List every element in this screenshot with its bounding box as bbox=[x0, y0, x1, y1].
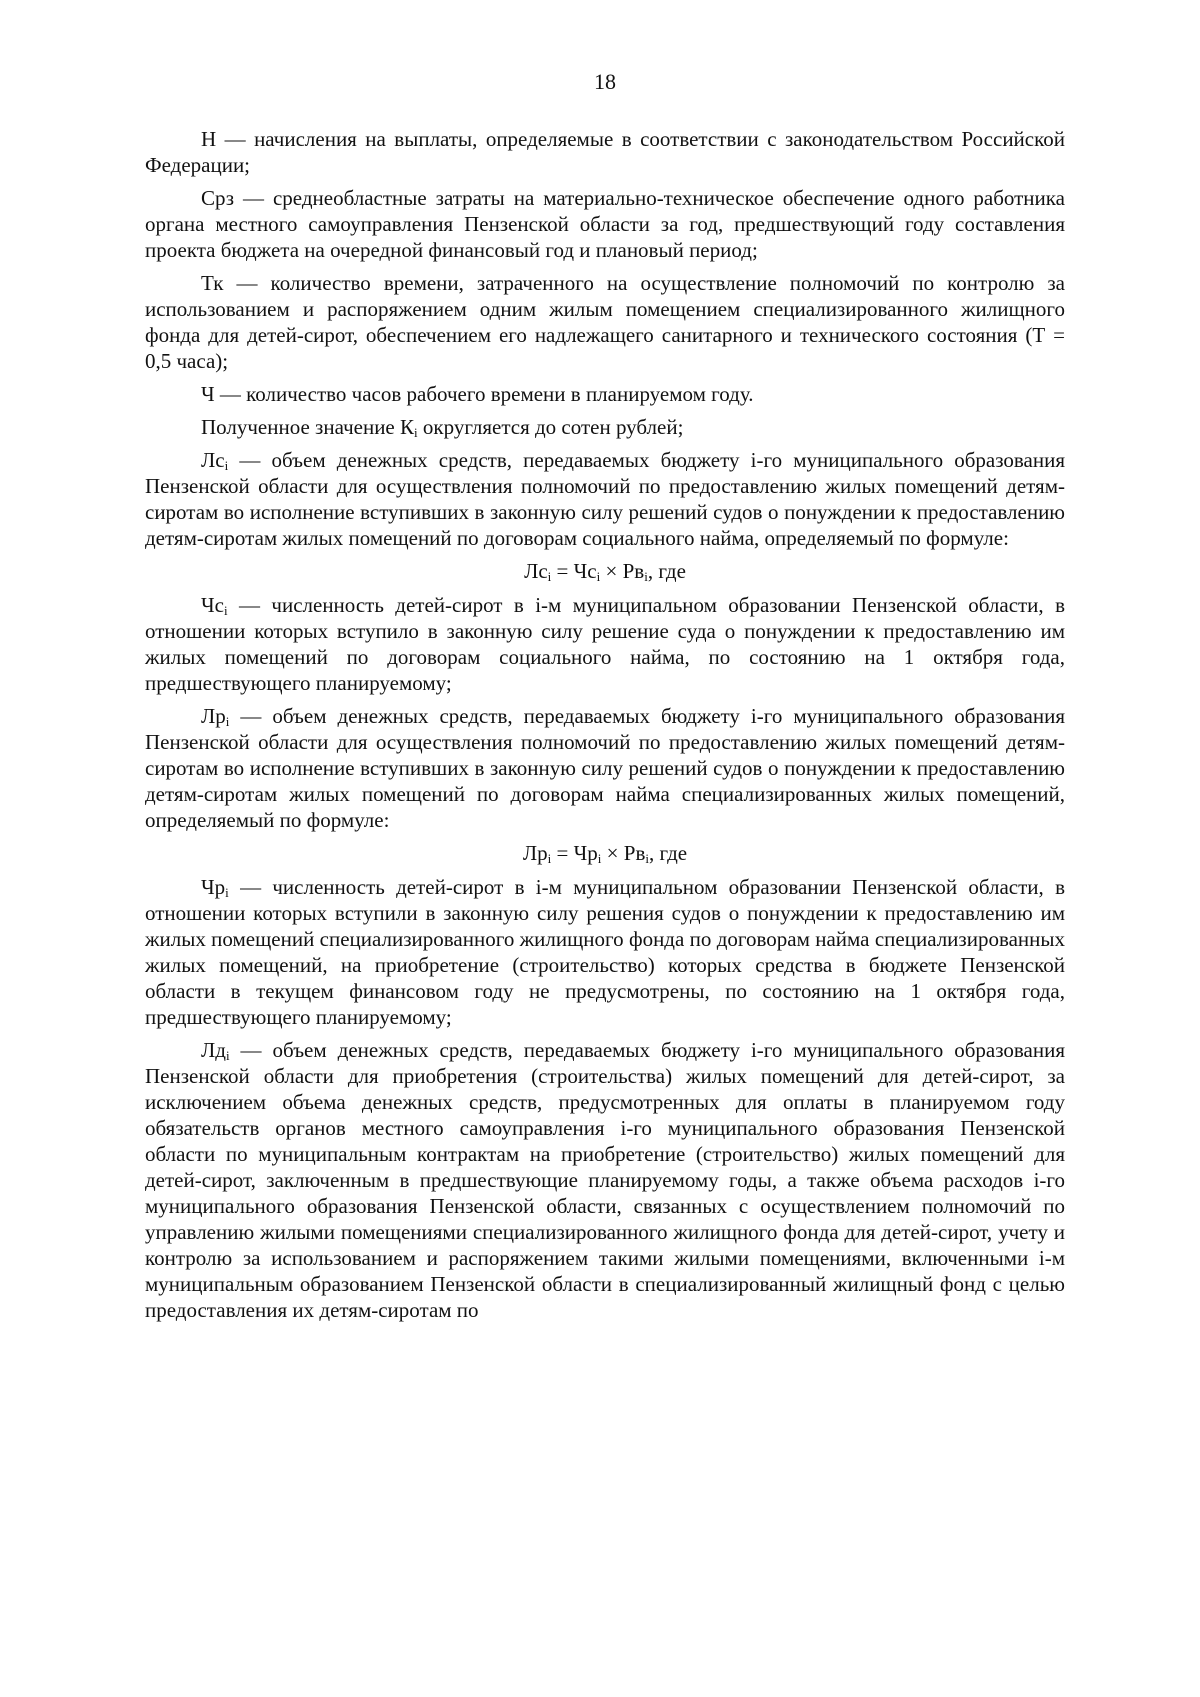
subscript-index: i bbox=[596, 569, 601, 584]
subscript-index: i bbox=[225, 1048, 230, 1063]
paragraph: Срз — среднеобластные затраты на материально-техническое обеспечение одного работника органа местного самоуправления Пензенской области за год, предшествующий году составления проекта бюджета на очередной финансовый год и плановый период; bbox=[145, 186, 1065, 262]
paragraph: $Лд_i$ — объем денежных средств, передаваемых бюджету i-го муниципального образования Пензенской области для приобретения (строительства) жилых помещений для детей-сирот, за исключением объема денежных средств, предусмотренных для оплаты в планируемом году обязательств органов местного самоуправления i-го муниципального образования Пензенской области по муниципальным контрактам на приобретение (строительство) жилых помещений для детей-сирот, заключенным в предшествующие планируемому годы, а также объема расходов i-го муниципального образования Пензенской области, связанных с осуществлением полномочий по управлению жилыми помещениями специализированного жилищного фонда для детей-сирот, учету и контролю за использованием и распоряжением такими жилыми помещениями, включенными i-м муниципальным образованием Пензенской области в специализированный жилищный фонд с целью предоставления их детям-сиротам по bbox=[145, 1038, 1065, 1322]
subscript-index: i bbox=[223, 603, 228, 618]
paragraph: Н — начисления на выплаты, определяемые в соответствии с законодательством Российской Федерации; bbox=[145, 127, 1065, 177]
subscript-index: i bbox=[547, 569, 552, 584]
paragraph-list bbox=[145, 126, 1065, 1323]
paragraph: $Чс_i$ — численность детей-сирот в i-м муниципальном образовании Пензенской области, в отношении которых вступило в законную силу решение суда о понуждении к предоставлению им жилых помещений по договорам социального найма, по состоянию на 1 октября года, предшествующего планируемому; bbox=[145, 593, 1065, 695]
document-page bbox=[145, 68, 1065, 1330]
paragraph: Полученное значение $К_i$ округляется до сотен рублей; bbox=[201, 415, 684, 440]
subscript-index: i bbox=[414, 425, 418, 440]
subscript-index: i bbox=[644, 569, 648, 584]
subscript-index: i bbox=[225, 714, 230, 729]
paragraph: $Чр_i$ — численность детей-сирот в i-м муниципальном образовании Пензенской области, в отношении которых вступили в законную силу решения судов о понуждении к предоставлению им жилых помещений специализированного жилищного фонда по договорам найма специализированных жилых помещений, на приобретение (строительство) которых средства в бюджете Пензенской области в текущем финансовом году не предусмотрены, по состоянию на 1 октября года, предшествующего планируемому; bbox=[145, 875, 1065, 1029]
subscript-index: i bbox=[225, 885, 229, 900]
formula: $Лр_i = Чр_i \times Рв_i$, где bbox=[522, 841, 688, 866]
subscript-index: i bbox=[547, 851, 552, 866]
paragraph: Тк — количество времени, затраченного на осуществление полномочий по контролю за использованием и распоряжением одним жилым помещением специализированного жилищного фонда для детей-сирот, обеспечением его надлежащего санитарного и технического состояния (Т = 0,5 часа); bbox=[145, 271, 1065, 373]
subscript-index: i bbox=[645, 851, 649, 866]
subscript-index: i bbox=[597, 851, 602, 866]
paragraph: $Лр_i$ — объем денежных средств, передаваемых бюджету i-го муниципального образования Пензенской области для осуществления полномочий по предоставлению жилых помещений детям-сиротам во исполнение вступивших в законную силу решений судов о понуждении к предоставлению детям-сиротам жилых помещений по договорам найма специализированных жилых помещений, определяемый по формуле: bbox=[145, 704, 1065, 832]
paragraph: Ч — количество часов рабочего времени в планируемом году. bbox=[201, 382, 754, 406]
paragraph: $Лс_i$ — объем денежных средств, передаваемых бюджету i-го муниципального образования Пензенской области для осуществления полномочий по предоставлению жилых помещений детям-сиротам во исполнение вступивших в законную силу решений судов о понуждении к предоставлению детям-сиротам жилых помещений по договорам социального найма, определяемый по формуле: bbox=[145, 448, 1065, 550]
subscript-index: i bbox=[224, 458, 229, 473]
page-number: 18 bbox=[594, 69, 616, 94]
formula: $Лс_i = Чс_i \times Рв_i$, где bbox=[524, 559, 686, 584]
